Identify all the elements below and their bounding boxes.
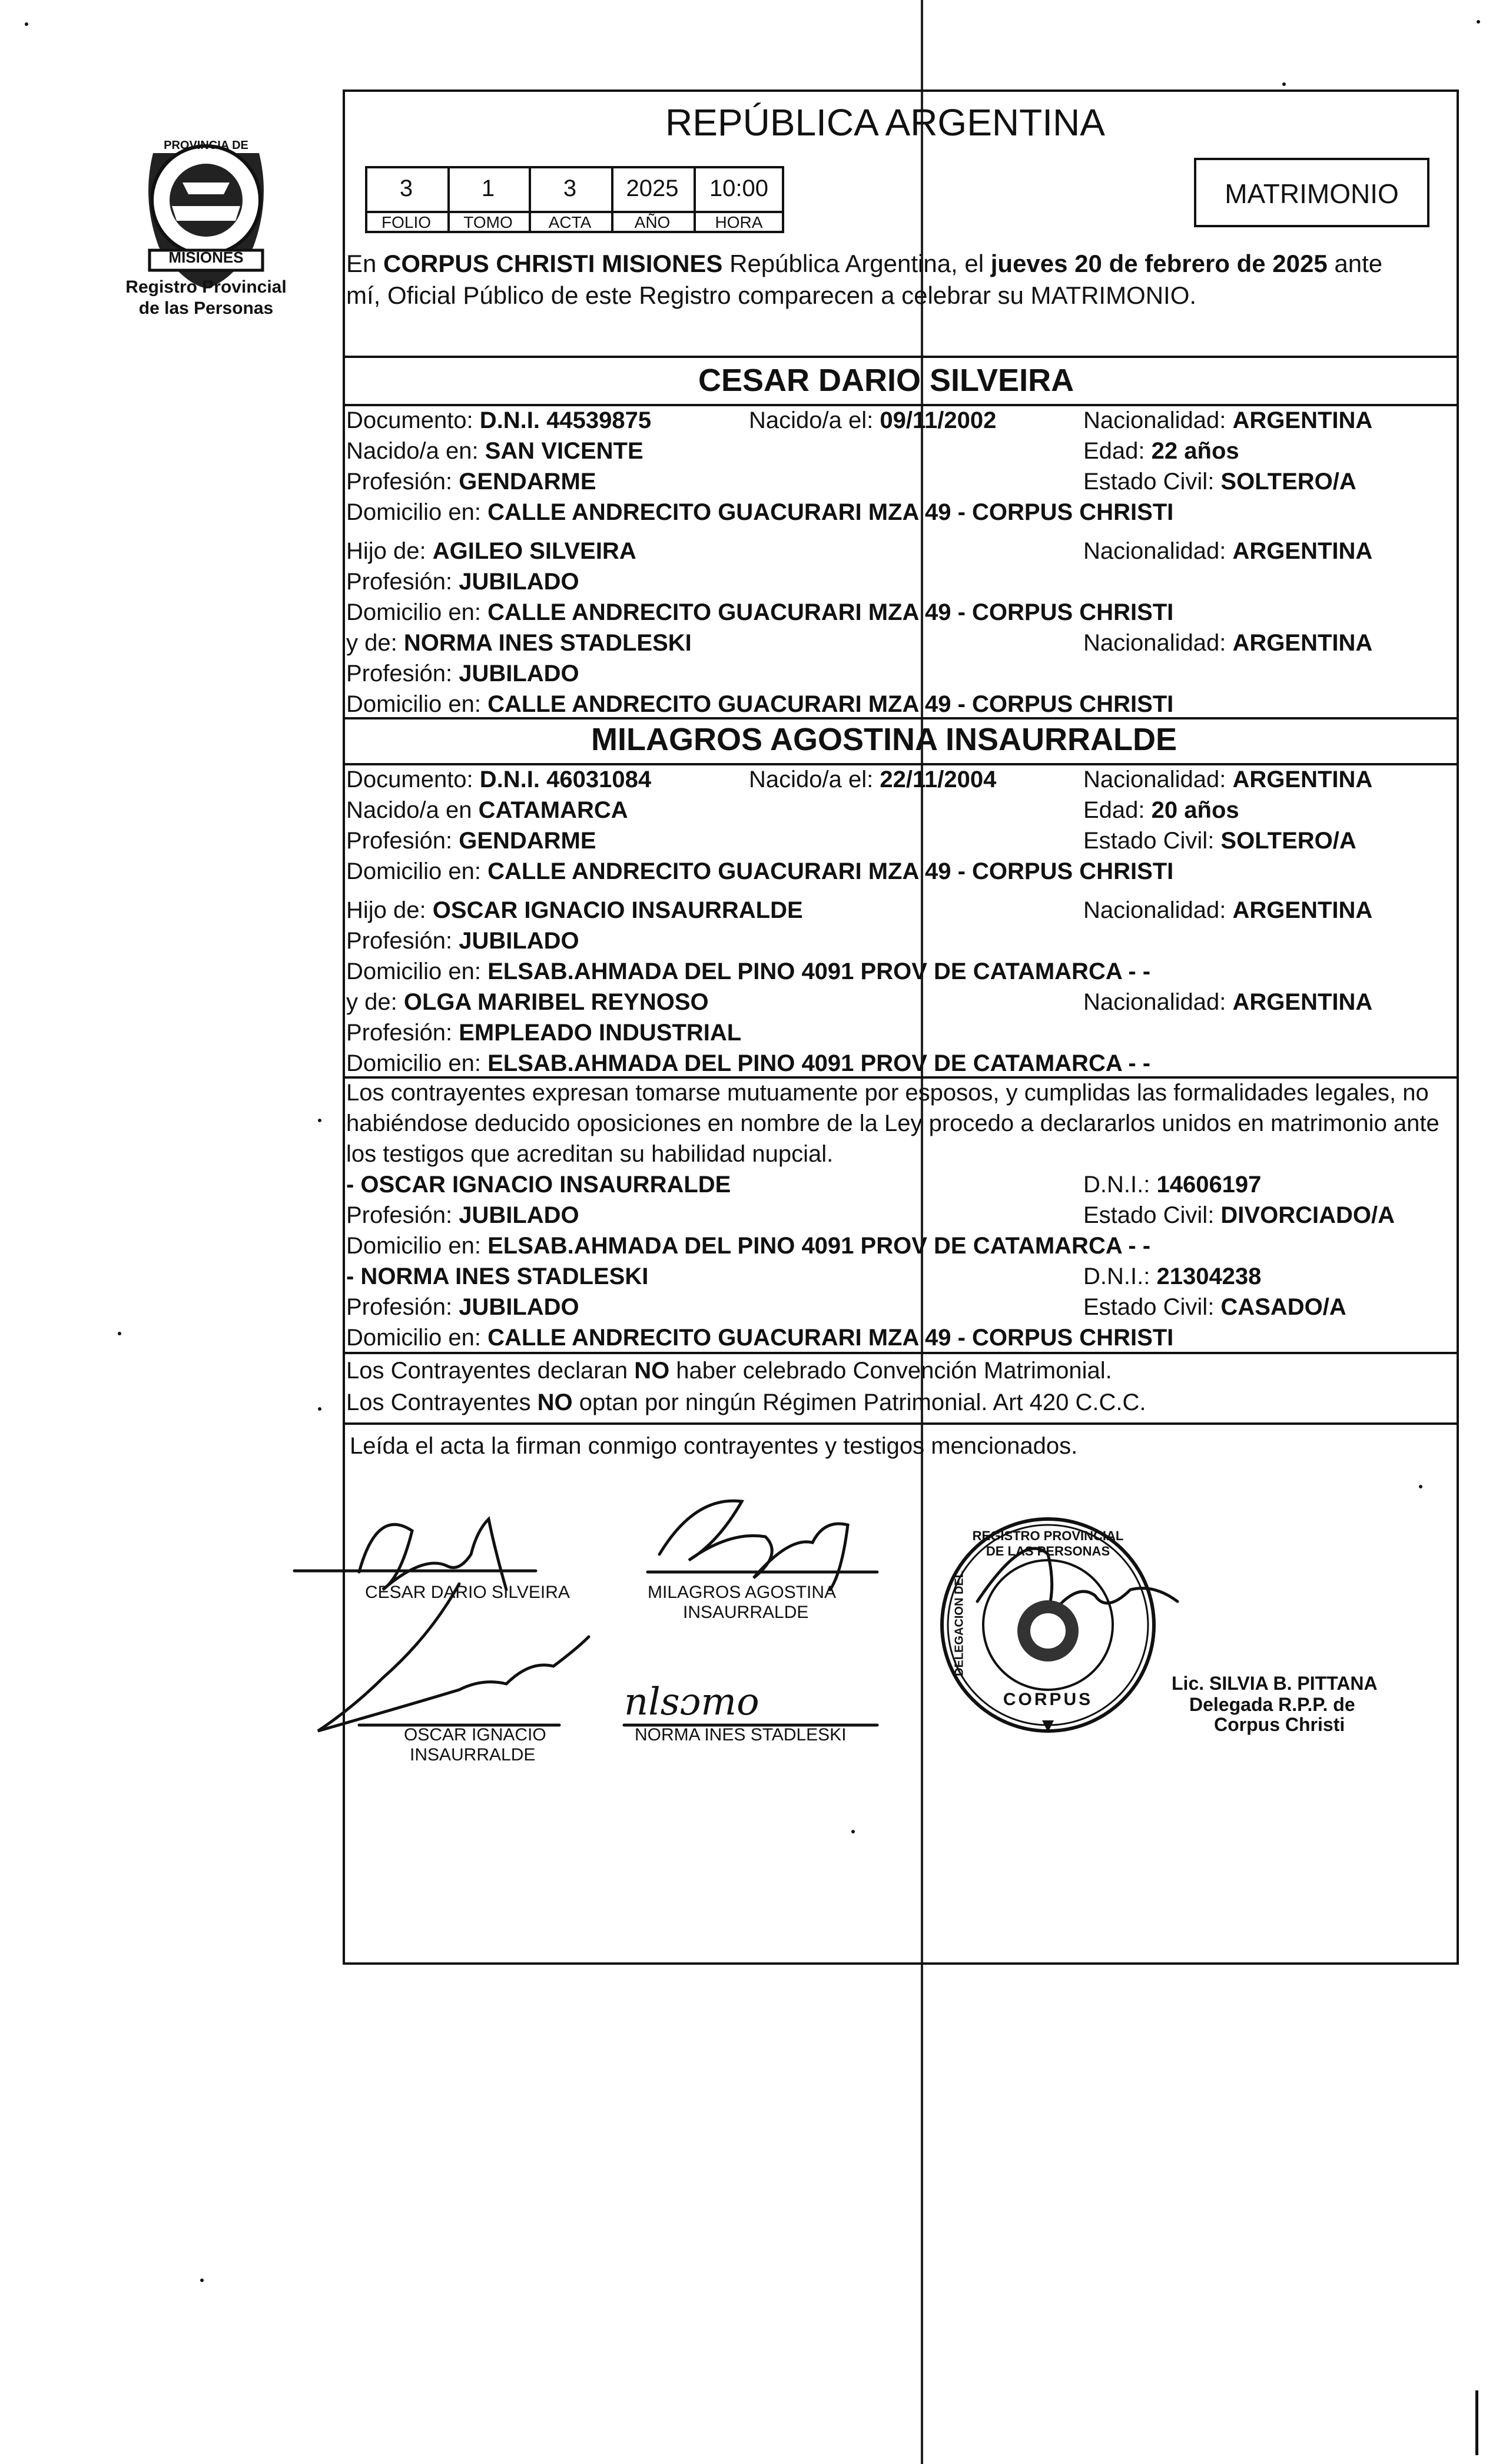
divider bbox=[343, 717, 1459, 719]
witness-1-civil-status: Estado Civil: DIVORCIADO/A bbox=[1083, 1202, 1395, 1228]
groom-document: Documento: D.N.I. 44539875 bbox=[346, 407, 652, 433]
bride-nationality: Nacionalidad: ARGENTINA bbox=[1083, 767, 1373, 792]
scan-mark bbox=[200, 2279, 204, 2282]
groom-birthplace: Nacido/a en: SAN VICENTE bbox=[346, 438, 643, 464]
bride-signature-label-1: MILAGROS AGOSTINA bbox=[648, 1583, 837, 1602]
groom-mother-profession: Profesión: JUBILADO bbox=[346, 661, 579, 687]
groom-signature-stroke bbox=[359, 1519, 506, 1590]
groom-mother-nationality: Nacionalidad: ARGENTINA bbox=[1083, 630, 1373, 656]
bride-father-address: Domicilio en: ELSAB.AHMADA DEL PINO 4091 PROV DE CATAMARCA - - bbox=[346, 959, 1151, 984]
groom-address: Domicilio en: CALLE ANDRECITO GUACURARI MZA 49 - CORPUS CHRISTI bbox=[346, 499, 1174, 525]
groom-name: CESAR DARIO SILVEIRA bbox=[698, 363, 1074, 398]
witness-2-civil-status: Estado Civil: CASADO/A bbox=[1083, 1294, 1346, 1320]
page-title: REPÚBLICA ARGENTINA bbox=[665, 101, 1105, 144]
bride-father-nationality: Nacionalidad: ARGENTINA bbox=[1083, 897, 1373, 923]
witness-2-signature-label: NORMA INES STADLESKI bbox=[635, 1725, 847, 1745]
bride-age: Edad: 20 años bbox=[1083, 797, 1239, 823]
bride-father-profession: Profesión: JUBILADO bbox=[346, 928, 579, 954]
officer-title: Delegada R.P.P. de bbox=[1189, 1694, 1355, 1715]
scan-mark bbox=[318, 1119, 321, 1122]
scan-mark bbox=[25, 22, 28, 26]
bride-birth-date: Nacido/a el: 22/11/2004 bbox=[749, 767, 997, 792]
year-label: AÑO bbox=[634, 213, 671, 231]
logo-banner: MISIONES bbox=[168, 248, 244, 266]
record-table bbox=[365, 166, 784, 233]
bride-address: Domicilio en: CALLE ANDRECITO GUACURARI MZA 49 - CORPUS CHRISTI bbox=[346, 858, 1174, 884]
bride-mother-profession: Profesión: EMPLEADO INDUSTRIAL bbox=[346, 1020, 742, 1046]
witness-2-name: - NORMA INES STADLESKI bbox=[346, 1263, 649, 1289]
witness-2-profession: Profesión: JUBILADO bbox=[346, 1294, 579, 1320]
declaration-line-3: los testigos que acreditan su habilidad nupcial. bbox=[346, 1141, 834, 1167]
scan-mark bbox=[318, 1407, 321, 1411]
witness-2-handwritten-signature: nlsɔmo bbox=[624, 1680, 759, 1724]
witness-1-name: - OSCAR IGNACIO INSAURRALDE bbox=[346, 1172, 731, 1198]
groom-civil-status: Estado Civil: SOLTERO/A bbox=[1083, 469, 1356, 495]
groom-father-profession: Profesión: JUBILADO bbox=[346, 569, 579, 595]
tomo-label: TOMO bbox=[463, 213, 513, 231]
groom-nationality: Nacionalidad: ARGENTINA bbox=[1083, 407, 1373, 433]
convention-line-1: Los Contrayentes declaran NO haber celebrado Convención Matrimonial. bbox=[346, 1358, 1112, 1384]
logo-ring-text: PROVINCIA DE bbox=[164, 139, 248, 152]
bride-document: Documento: D.N.I. 46031084 bbox=[346, 767, 652, 792]
witness-1-signature-label-1: OSCAR IGNACIO bbox=[404, 1725, 546, 1745]
stamp-ring-left: DELEGACION DEL bbox=[953, 1571, 966, 1676]
bride-civil-status: Estado Civil: SOLTERO/A bbox=[1083, 828, 1356, 854]
stamp-ring-text: REGISTRO PROVINCIAL DE LAS PERSONAS bbox=[972, 1528, 1124, 1558]
stamp-center-text: CORPUS bbox=[1003, 1690, 1093, 1709]
groom-father-address: Domicilio en: CALLE ANDRECITO GUACURARI MZA 49 - CORPUS CHRISTI bbox=[346, 599, 1174, 625]
scan-mark bbox=[1477, 20, 1480, 24]
witness-1-address: Domicilio en: ELSAB.AHMADA DEL PINO 4091 PROV DE CATAMARCA - - bbox=[346, 1233, 1151, 1259]
divider bbox=[343, 1422, 1459, 1425]
bride-mother-address: Domicilio en: ELSAB.AHMADA DEL PINO 4091 PROV DE CATAMARCA - - bbox=[346, 1050, 1151, 1076]
folio-value: 3 bbox=[399, 175, 413, 201]
scan-mark bbox=[118, 1332, 121, 1335]
bride-mother-nationality: Nacionalidad: ARGENTINA bbox=[1083, 989, 1373, 1015]
witness-1-signature-label-2: INSAURRALDE bbox=[410, 1745, 536, 1765]
convention-line-2: Los Contrayentes NO optan por ningún Régimen Patrimonial. Art 420 C.C.C. bbox=[346, 1389, 1146, 1415]
declaration-line-2: habiéndose deducido oposiciones en nombre de la Ley procedo a declararlos unidos en matrimonio ante bbox=[346, 1110, 1439, 1136]
bride-birthplace: Nacido/a en CATAMARCA bbox=[346, 797, 628, 823]
bride-profession: Profesión: GENDARME bbox=[346, 828, 596, 854]
groom-birth-date: Nacido/a el: 09/11/2002 bbox=[749, 407, 997, 433]
groom-age: Edad: 22 años bbox=[1083, 438, 1239, 464]
bride-signature-stroke bbox=[659, 1501, 848, 1590]
officer-name: Lic. SILVIA B. PITTANA bbox=[1172, 1673, 1378, 1694]
province-logo bbox=[135, 118, 277, 294]
scan-mark bbox=[1282, 82, 1286, 86]
intro-line-2: mí, Oficial Público de este Registro comparecen a celebrar su MATRIMONIO. bbox=[346, 281, 1197, 309]
groom-signature-label: CESAR DARIO SILVEIRA bbox=[365, 1583, 570, 1602]
record-type: MATRIMONIO bbox=[1225, 178, 1399, 209]
year-value: 2025 bbox=[626, 175, 679, 201]
groom-father-nationality: Nacionalidad: ARGENTINA bbox=[1083, 538, 1373, 564]
acta-label: ACTA bbox=[548, 213, 592, 231]
witness-1-dni: D.N.I.: 14606197 bbox=[1083, 1172, 1262, 1198]
hour-value: 10:00 bbox=[709, 175, 769, 201]
closing-statement: Leída el acta la firman conmigo contrayentes y testigos mencionados. bbox=[350, 1433, 1078, 1459]
intro-line-1: En CORPUS CHRISTI MISIONES República Argentina, el jueves 20 de febrero de 2025 ante bbox=[346, 250, 1383, 277]
groom-mother: y de: NORMA INES STADLESKI bbox=[346, 630, 692, 656]
logo-caption-2: de las Personas bbox=[138, 299, 274, 318]
witness-1-profession: Profesión: JUBILADO bbox=[346, 1202, 579, 1228]
acta-value: 3 bbox=[563, 175, 577, 201]
official-stamp bbox=[936, 1513, 1160, 1737]
folio-label: FOLIO bbox=[381, 213, 431, 231]
groom-profession: Profesión: GENDARME bbox=[346, 469, 596, 495]
bride-mother: y de: OLGA MARIBEL REYNOSO bbox=[346, 989, 709, 1015]
bride-father: Hijo de: OSCAR IGNACIO INSAURRALDE bbox=[346, 897, 803, 923]
hour-label: HORA bbox=[715, 213, 763, 231]
witness-2-address: Domicilio en: CALLE ANDRECITO GUACURARI MZA 49 - CORPUS CHRISTI bbox=[346, 1325, 1174, 1351]
declaration-line-1: Los contrayentes expresan tomarse mutuamente por esposos, y cumplidas las formalidades legales, no bbox=[346, 1080, 1429, 1106]
divider bbox=[343, 1352, 1459, 1354]
bride-signature-label-2: INSAURRALDE bbox=[683, 1603, 809, 1622]
bride-name: MILAGROS AGOSTINA INSAURRALDE bbox=[591, 722, 1177, 757]
scan-edge-mark bbox=[1475, 2390, 1478, 2455]
groom-mother-address: Domicilio en: CALLE ANDRECITO GUACURARI MZA 49 - CORPUS CHRISTI bbox=[346, 691, 1174, 717]
divider bbox=[343, 356, 1459, 358]
officer-location: Corpus Christi bbox=[1214, 1714, 1345, 1735]
logo-caption-1: Registro Provincial bbox=[125, 277, 287, 297]
witness-1-signature-stroke bbox=[318, 1584, 589, 1731]
witness-2-dni: D.N.I.: 21304238 bbox=[1083, 1263, 1262, 1289]
groom-father: Hijo de: AGILEO SILVEIRA bbox=[346, 538, 636, 564]
tomo-value: 1 bbox=[481, 175, 495, 201]
